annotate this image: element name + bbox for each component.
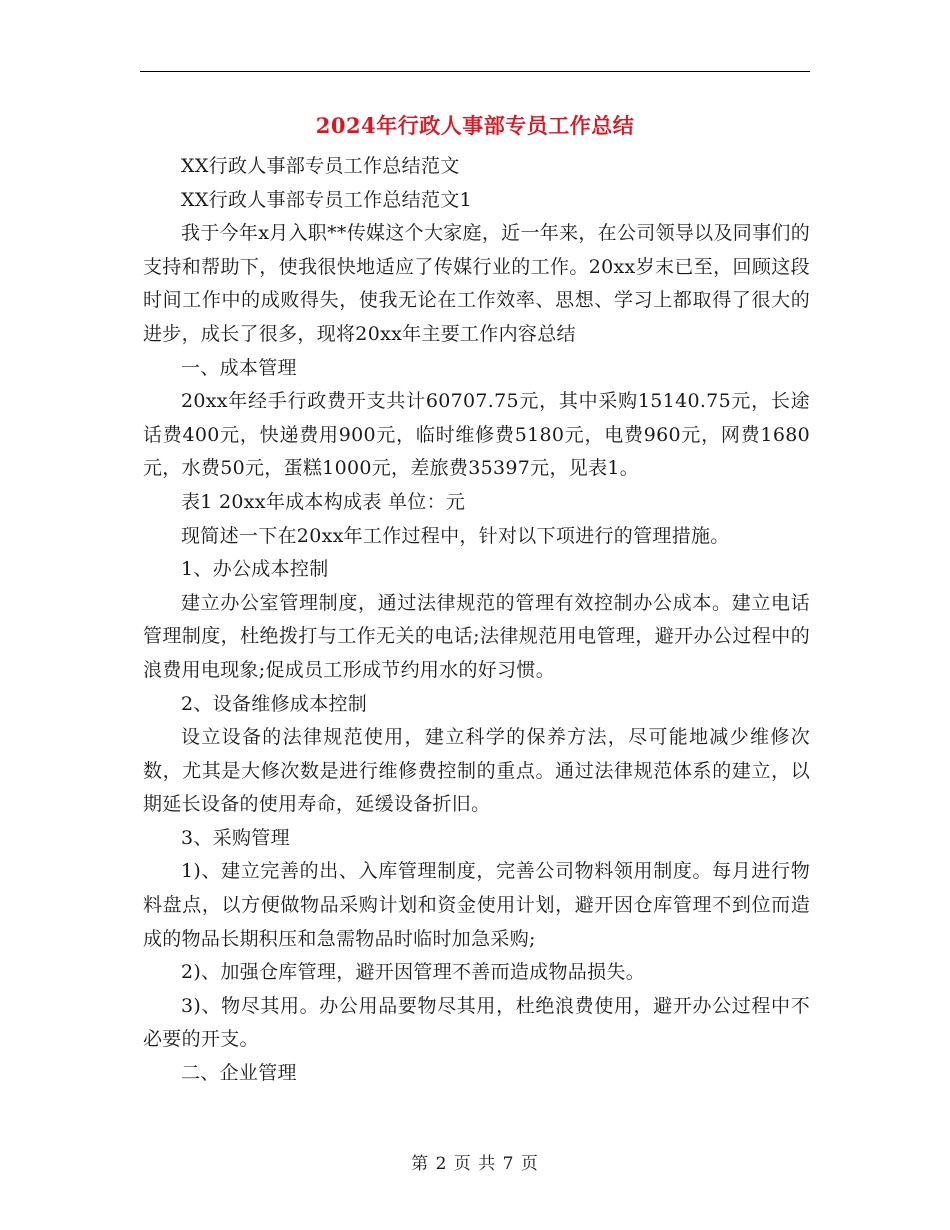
- paragraph-3: 我于今年x月入职**传媒这个大家庭，近一年来，在公司领导以及同事们的支持和帮助下，使我很快地适应了传媒行业的工作。20xx岁末已至，回顾这段时间工作中的成败得失，使我无论在工作效率、思想、学习上都取得了很大的进步，成长了很多，现将20xx年主要工作内容总结: [143, 222, 810, 345]
- section-heading-cost: 一、成本管理: [181, 356, 297, 379]
- table-caption: 表1 20xx年成本构成表 单位：元: [181, 490, 466, 513]
- paragraph-7: 现简述一下在20xx年工作过程中，针对以下项进行的管理措施。: [181, 524, 730, 547]
- paragraph-13: 1)、建立完善的出、入库管理制度，完善公司物料领用制度。每月进行物料盘点，以方便做物品采购计划和资金使用计划，避开因仓库管理不到位而造成的物品长期积压和急需物品时临时加急采购;: [143, 860, 810, 950]
- subheading-purchasing: 3、采购管理: [181, 826, 290, 849]
- paragraph-5: 20xx年经手行政费开支共计60707.75元，其中采购15140.75元，长途话费400元，快递费用900元，临时维修费5180元，电费960元，网费1680元，水费50元，蛋糕1000元，差旅费35397元，见表1。: [143, 390, 810, 480]
- header-rule: [140, 71, 810, 72]
- paragraph-15: 3)、物尽其用。办公用品要物尽其用，杜绝浪费使用，避开办公过程中不必要的开支。: [143, 994, 810, 1051]
- paragraph-2: XX行政人事部专员工作总结范文1: [181, 188, 472, 211]
- paragraph-11: 设立设备的法律规范使用，建立科学的保养方法，尽可能地减少维修次数，尤其是大修次数是进行维修费控制的重点。通过法律规范体系的建立，以期延长设备的使用寿命，延缓设备折旧。: [143, 726, 810, 816]
- subheading-office-cost: 1、办公成本控制: [181, 558, 329, 581]
- subheading-equipment-cost: 2、设备维修成本控制: [181, 692, 368, 715]
- document-title: 2024年行政人事部专员工作总结: [315, 113, 635, 138]
- document-body: [143, 150, 810, 1091]
- paragraph-14: 2)、加强仓库管理，避开因管理不善而造成物品损失。: [181, 961, 646, 984]
- paragraph-1: XX行政人事部专员工作总结范文: [181, 155, 460, 177]
- paragraph-9: 建立办公室管理制度，通过法律规范的管理有效控制办公成本。建立电话管理制度，杜绝拨打与工作无关的电话;法律规范用电管理，避开办公过程中的浪费用电现象;促成员工形成节约用水的好习惯。: [143, 591, 810, 681]
- section-heading-enterprise: 二、企业管理: [181, 1062, 297, 1085]
- page-number: 第 2 页 共 7 页: [411, 1154, 539, 1174]
